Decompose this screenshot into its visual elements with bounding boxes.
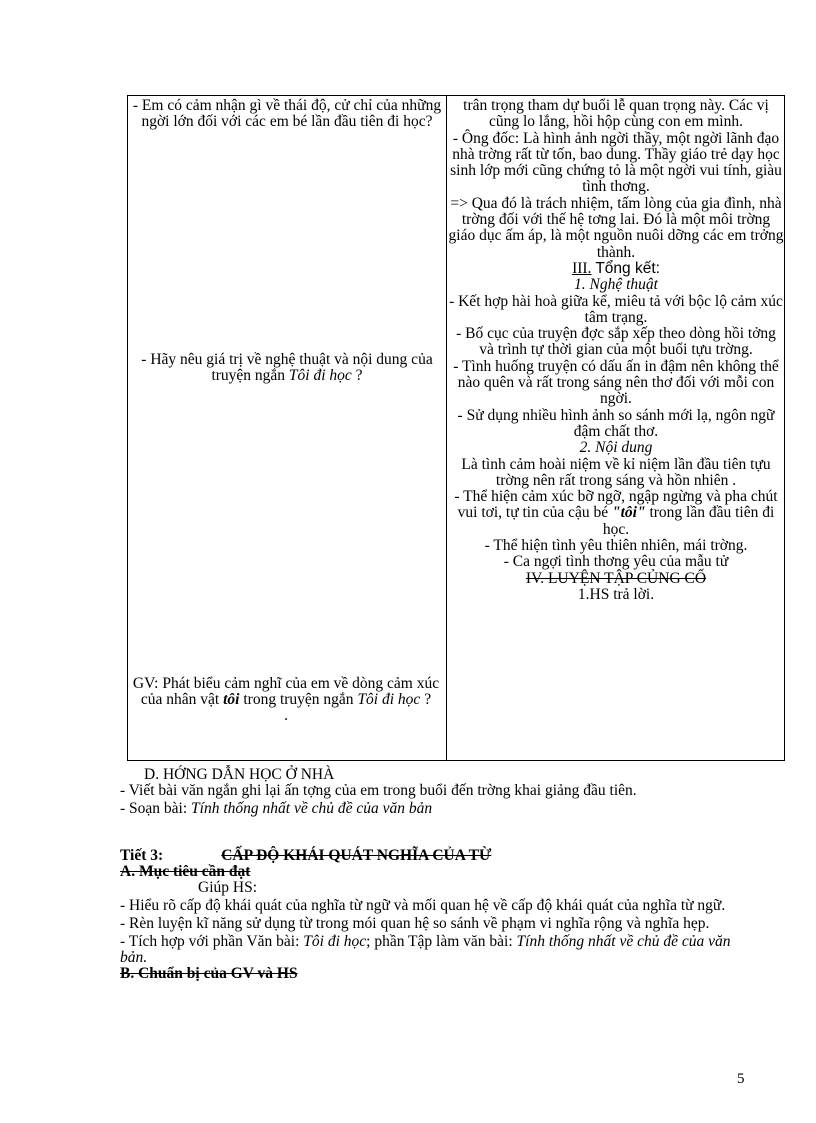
homework-section [120, 767, 750, 817]
lesson-title-line: Tiết 3: CẤP ĐỘ KHÁI QUÁT NGHĨA CỦA TỪ [120, 847, 492, 864]
lesson-table [127, 95, 785, 761]
content-item: - Thể hiện cảm xúc bỡ ngỡ, ngập ngừng và pha chút vui tơi, tự tin của cậu bé "tôi" trong lần đầu tiên đi học. [454, 488, 778, 538]
homework-item: - Soạn bài: Tính thống nhất về chủ đề của văn bản [120, 800, 433, 817]
lesson-section [120, 848, 750, 982]
page-number: 5 [737, 1071, 745, 1087]
art-item: - Tình huống truyện có dấu ấn in đậm nên không thể nào quên và rất trong sáng nên thơ đối với mỗi con ngời. [453, 357, 779, 408]
section-summary-heading: III. Tổng kết: [572, 259, 660, 277]
question-attitude: - Em có cảm nhận gì về thái độ, cử chỉ của những ngời lớn đối với các em bé lần đầu tiên đi học? [132, 97, 442, 130]
answer-principal: - Ông đốc: Là hình ảnh ngời thầy, một ngời lãnh đạo nhà trờng rất từ tốn, bao dung. Thầy giáo trẻ dạy học sinh lớp mới cũng chứng tỏ là một ngời vui tính, giàu tình thơng. [450, 129, 782, 196]
section-b-heading: B. Chuẩn bị của GV và HS [120, 965, 298, 982]
section-a-heading: A. Mục tiêu cần đạt [120, 863, 251, 880]
art-item: - Sử dụng nhiều hình ảnh so sánh mới lạ, ngôn ngữ đậm chất thơ. [457, 406, 775, 440]
answer-column [447, 98, 785, 603]
help-line: Giúp HS: [198, 879, 257, 896]
content-item: - Ca ngợi tình thơng yêu của mẫu tử [503, 553, 729, 571]
answer-parents: trân trọng tham dự buổi lễ quan trọng này. Các vị cũng lo lắng, hồi hộp cùng con em mình. [463, 97, 769, 131]
question-feelings: GV: Phát biểu cảm nghĩ của em về dòng cảm xúc của nhân vật tôi trong truyện ngắn Tôi đi học ? . [132, 675, 440, 724]
art-heading: 1. Nghệ thuật [574, 276, 658, 294]
goal-item: - Hiểu rõ cấp độ khái quát của nghĩa từ ngữ và mối quan hệ về cấp độ khái quát của nghĩa từ ngữ. [120, 897, 726, 914]
content-heading: 2. Nội dung [579, 439, 653, 457]
answer-conclusion: => Qua đó là trách nhiệm, tấm lòng của gia đình, nhà trờng đối với thế hệ tơng lai. Đó là một môi trờng giáo dục ấm áp, là một nguồn nuôi dỡng các em trởng thành. [448, 194, 784, 261]
practice-answer: 1.HS trả lời. [577, 585, 655, 603]
content-item: - Thể hiện tình yêu thiên nhiên, mái trờng. [484, 537, 748, 555]
homework-heading: D. HỚNG DẪN HỌC Ở NHÀ [144, 766, 335, 783]
question-value: - Hãy nêu giá trị về nghệ thuật và nội dung của truyện ngắn Tôi đi học ? [141, 351, 433, 384]
goal-item: - Rèn luyện kĩ năng sử dụng từ trong mói quan hệ so sánh về phạm vi nghĩa rộng và nghĩa hẹp. [120, 915, 710, 932]
section-practice-heading: IV. LUYỆN TẬP CỦNG CỐ [525, 569, 707, 587]
homework-item: - Viết bài văn ngắn ghi lại ấn tợng của em trong buổi đến trờng khai giảng đầu tiên. [120, 782, 637, 799]
content-item: Là tình cảm hoài niệm về kỉ niệm lần đầu tiên tựu trờng nên rất trong sáng và hồn nhiên . [461, 455, 771, 489]
art-item: - Bố cục của truyện đợc sắp xếp theo dòng hồi tởng và trình tự thời gian của một buổi tựu trờng. [456, 325, 776, 359]
art-item: - Kết hợp hài hoà giữa kể, miêu tả với bộc lộ cảm xúc tâm trạng. [449, 292, 783, 326]
goal-item: - Tích hợp với phần Văn bài: Tôi đi học; phần Tập làm văn bài: Tính thống nhất về chủ đề của văn bản. [120, 933, 731, 966]
